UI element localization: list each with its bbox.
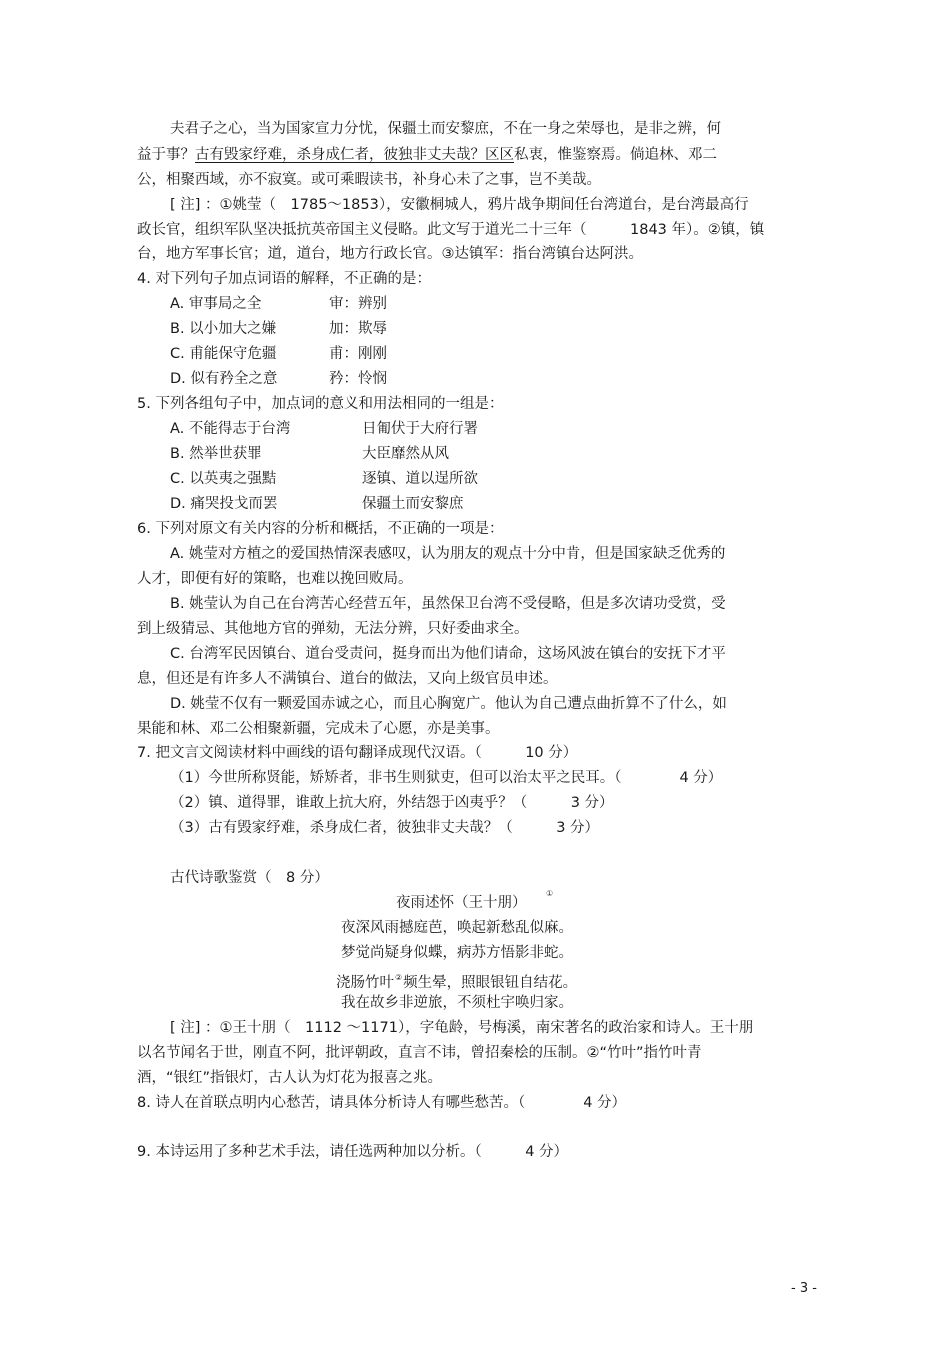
poem-line-3 xyxy=(336,968,577,993)
poem-line-1: 夜深风雨撼庭芭，唤起新愁乱似麻。 xyxy=(341,920,573,936)
q4-option-c-gloss: 甫：刚刚 xyxy=(329,346,387,362)
poem-line-4: 我在故乡非逆旅，不须杜宇唤归家。 xyxy=(341,995,573,1011)
question-4-stem: 4. 对下列句子加点词语的解释，不正确的是： xyxy=(137,271,431,287)
q4-option-a: A. 审事局之全 xyxy=(170,296,262,312)
q5-option-b-left: B. 然举世获罪 xyxy=(170,446,262,462)
question-5-stem: 5. 下列各组句子中，加点词的意义和用法相同的一组是： xyxy=(137,396,504,412)
passage-line-1: 夫君子之心，当为国家宣力分忧，保疆土而安黎庶，不在一身之荣辱也，是非之辨，何 xyxy=(170,121,721,137)
q4-option-b-gloss: 加：欺辱 xyxy=(329,321,387,337)
passage-line-3: 公，相聚西域，亦不寂寞。或可乘暇读书，补身心未了之事，岂不美哉。 xyxy=(137,172,601,188)
passage-line-2 xyxy=(137,145,717,165)
q6-option-a-line-1: A. 姚莹对方植之的爱国热情深表感叹，认为朋友的观点十分中肯，但是国家缺乏优秀的 xyxy=(170,546,726,562)
passage-line-2-post: 私衷，惟鉴察焉。倘追林、邓二 xyxy=(514,147,717,163)
q5-option-b-right: 大臣靡然从风 xyxy=(362,446,449,462)
poem-line-3-part-2: 频生晕，照眼银钮自结花。 xyxy=(403,975,578,991)
q5-option-d-left: D. 痛哭投戈而罢 xyxy=(170,496,278,512)
q5-option-a-left: A. 不能得志于台湾 xyxy=(170,421,291,437)
poem-line-3-footnote-mark: ② xyxy=(395,973,403,982)
q6-option-d-line-2: 果能和林、邓二公相聚新疆，完成未了心愿，亦是美事。 xyxy=(137,721,500,737)
question-7-stem: 7. 把文言文阅读材料中画线的语句翻译成现代汉语。（ 10 分） xyxy=(137,745,578,761)
q5-option-a-right: 日匍伏于大府行署 xyxy=(362,421,478,437)
q4-option-c: C. 甫能保守危疆 xyxy=(170,346,277,362)
page-number: - 3 - xyxy=(791,1281,817,1296)
q6-option-c-line-2: 息，但还是有许多人不满镇台、道台的做法，又向上级官员申述。 xyxy=(137,671,558,687)
q4-option-a-gloss: 审：辨别 xyxy=(329,296,387,312)
note-line-1: [ 注] ：①姚莹（ 1785～1853），安徽桐城人，鸦片战争期间任台湾道台，是台湾最高行 xyxy=(170,197,749,213)
poem-note-line-2: 以名节闻名于世，刚直不阿，批评朝政，直言不讳，曾招秦桧的压制。②“竹叶”指竹叶青 xyxy=(137,1045,702,1061)
q6-option-b-line-2: 到上级猜忌、其他地方官的弹劾，无法分辨，只好委曲求全。 xyxy=(137,621,529,637)
q6-option-a-line-2: 人才，即便有好的策略，也难以挽回败局。 xyxy=(137,571,413,587)
underlined-sentence: 古有毁家纾难，杀身成仁者，彼独非丈夫哉？区区 xyxy=(195,147,514,163)
poem-title: 夜雨述怀（王十朋） xyxy=(396,895,527,911)
poem-line-2: 梦觉尚疑身似蝶，病苏方悟影非蛇。 xyxy=(341,945,573,961)
q4-option-b: B. 以小加大之嫌 xyxy=(170,321,277,337)
poem-note-line-1: [ 注] ：①王十朋（ 1112 ～1171），字龟龄，号梅溪，南宋著名的政治家和诗人。王十朋 xyxy=(170,1020,754,1036)
q6-option-b-line-1: B. 姚莹认为自己在台湾苦心经营五年，虽然保卫台湾不受侵略，但是多次请功受赏，受 xyxy=(170,596,726,612)
poem-line-3-part-1: 浇肠竹叶 xyxy=(336,975,394,991)
poem-title-footnote-mark: ① xyxy=(546,889,554,898)
question-8: 8. 诗人在首联点明内心愁苦，请具体分析诗人有哪些愁苦。（ 4 分） xyxy=(137,1095,627,1111)
q5-option-d-right: 保疆土而安黎庶 xyxy=(362,496,464,512)
question-6-stem: 6. 下列对原文有关内容的分析和概括，不正确的一项是： xyxy=(137,521,504,537)
passage-line-2-pre: 益于事？ xyxy=(137,147,195,163)
q7-sentence-3: （3）古有毁家纾难，杀身成仁者，彼独非丈夫哉？（ 3 分） xyxy=(170,820,600,836)
question-9: 9. 本诗运用了多种艺术手法，请任选两种加以分析。（ 4 分） xyxy=(137,1144,569,1160)
poem-note-line-3: 酒，“银红”指银灯，古人认为灯花为报喜之兆。 xyxy=(137,1070,443,1086)
note-line-3: 台，地方军事长官；道，道台，地方行政长官。③达镇军：指台湾镇台达阿洪。 xyxy=(137,246,643,262)
q6-option-c-line-1: C. 台湾军民因镇台、道台受责问，挺身而出为他们请命，这场风波在镇台的安抚下才平 xyxy=(170,646,726,662)
q6-option-d-line-1: D. 姚莹不仅有一颗爱国赤诚之心，而且心胸宽广。他认为自己遭点曲折算不了什么，如 xyxy=(170,696,727,712)
q4-option-d-gloss: 矜：怜悯 xyxy=(329,371,387,387)
q7-sentence-2: （2）镇、道得罪，谁敢上抗大府，外结怨于凶夷乎？（ 3 分） xyxy=(170,795,614,811)
q5-option-c-right: 逐镇、道以逞所欲 xyxy=(362,471,478,487)
q4-option-d: D. 似有矜全之意 xyxy=(170,371,278,387)
q5-option-c-left: C. 以英夷之强黠 xyxy=(170,471,277,487)
poetry-section-heading: 古代诗歌鉴赏（ 8 分） xyxy=(170,870,329,886)
q7-sentence-1: （1）今世所称贤能，矫矫者，非书生则狱吏，但可以治太平之民耳。（ 4 分） xyxy=(170,770,723,786)
note-line-2: 政长官，组织军队坚决抵抗英帝国主义侵略。此文写于道光二十三年（ 1843 年）。②镇，镇 xyxy=(137,222,765,238)
